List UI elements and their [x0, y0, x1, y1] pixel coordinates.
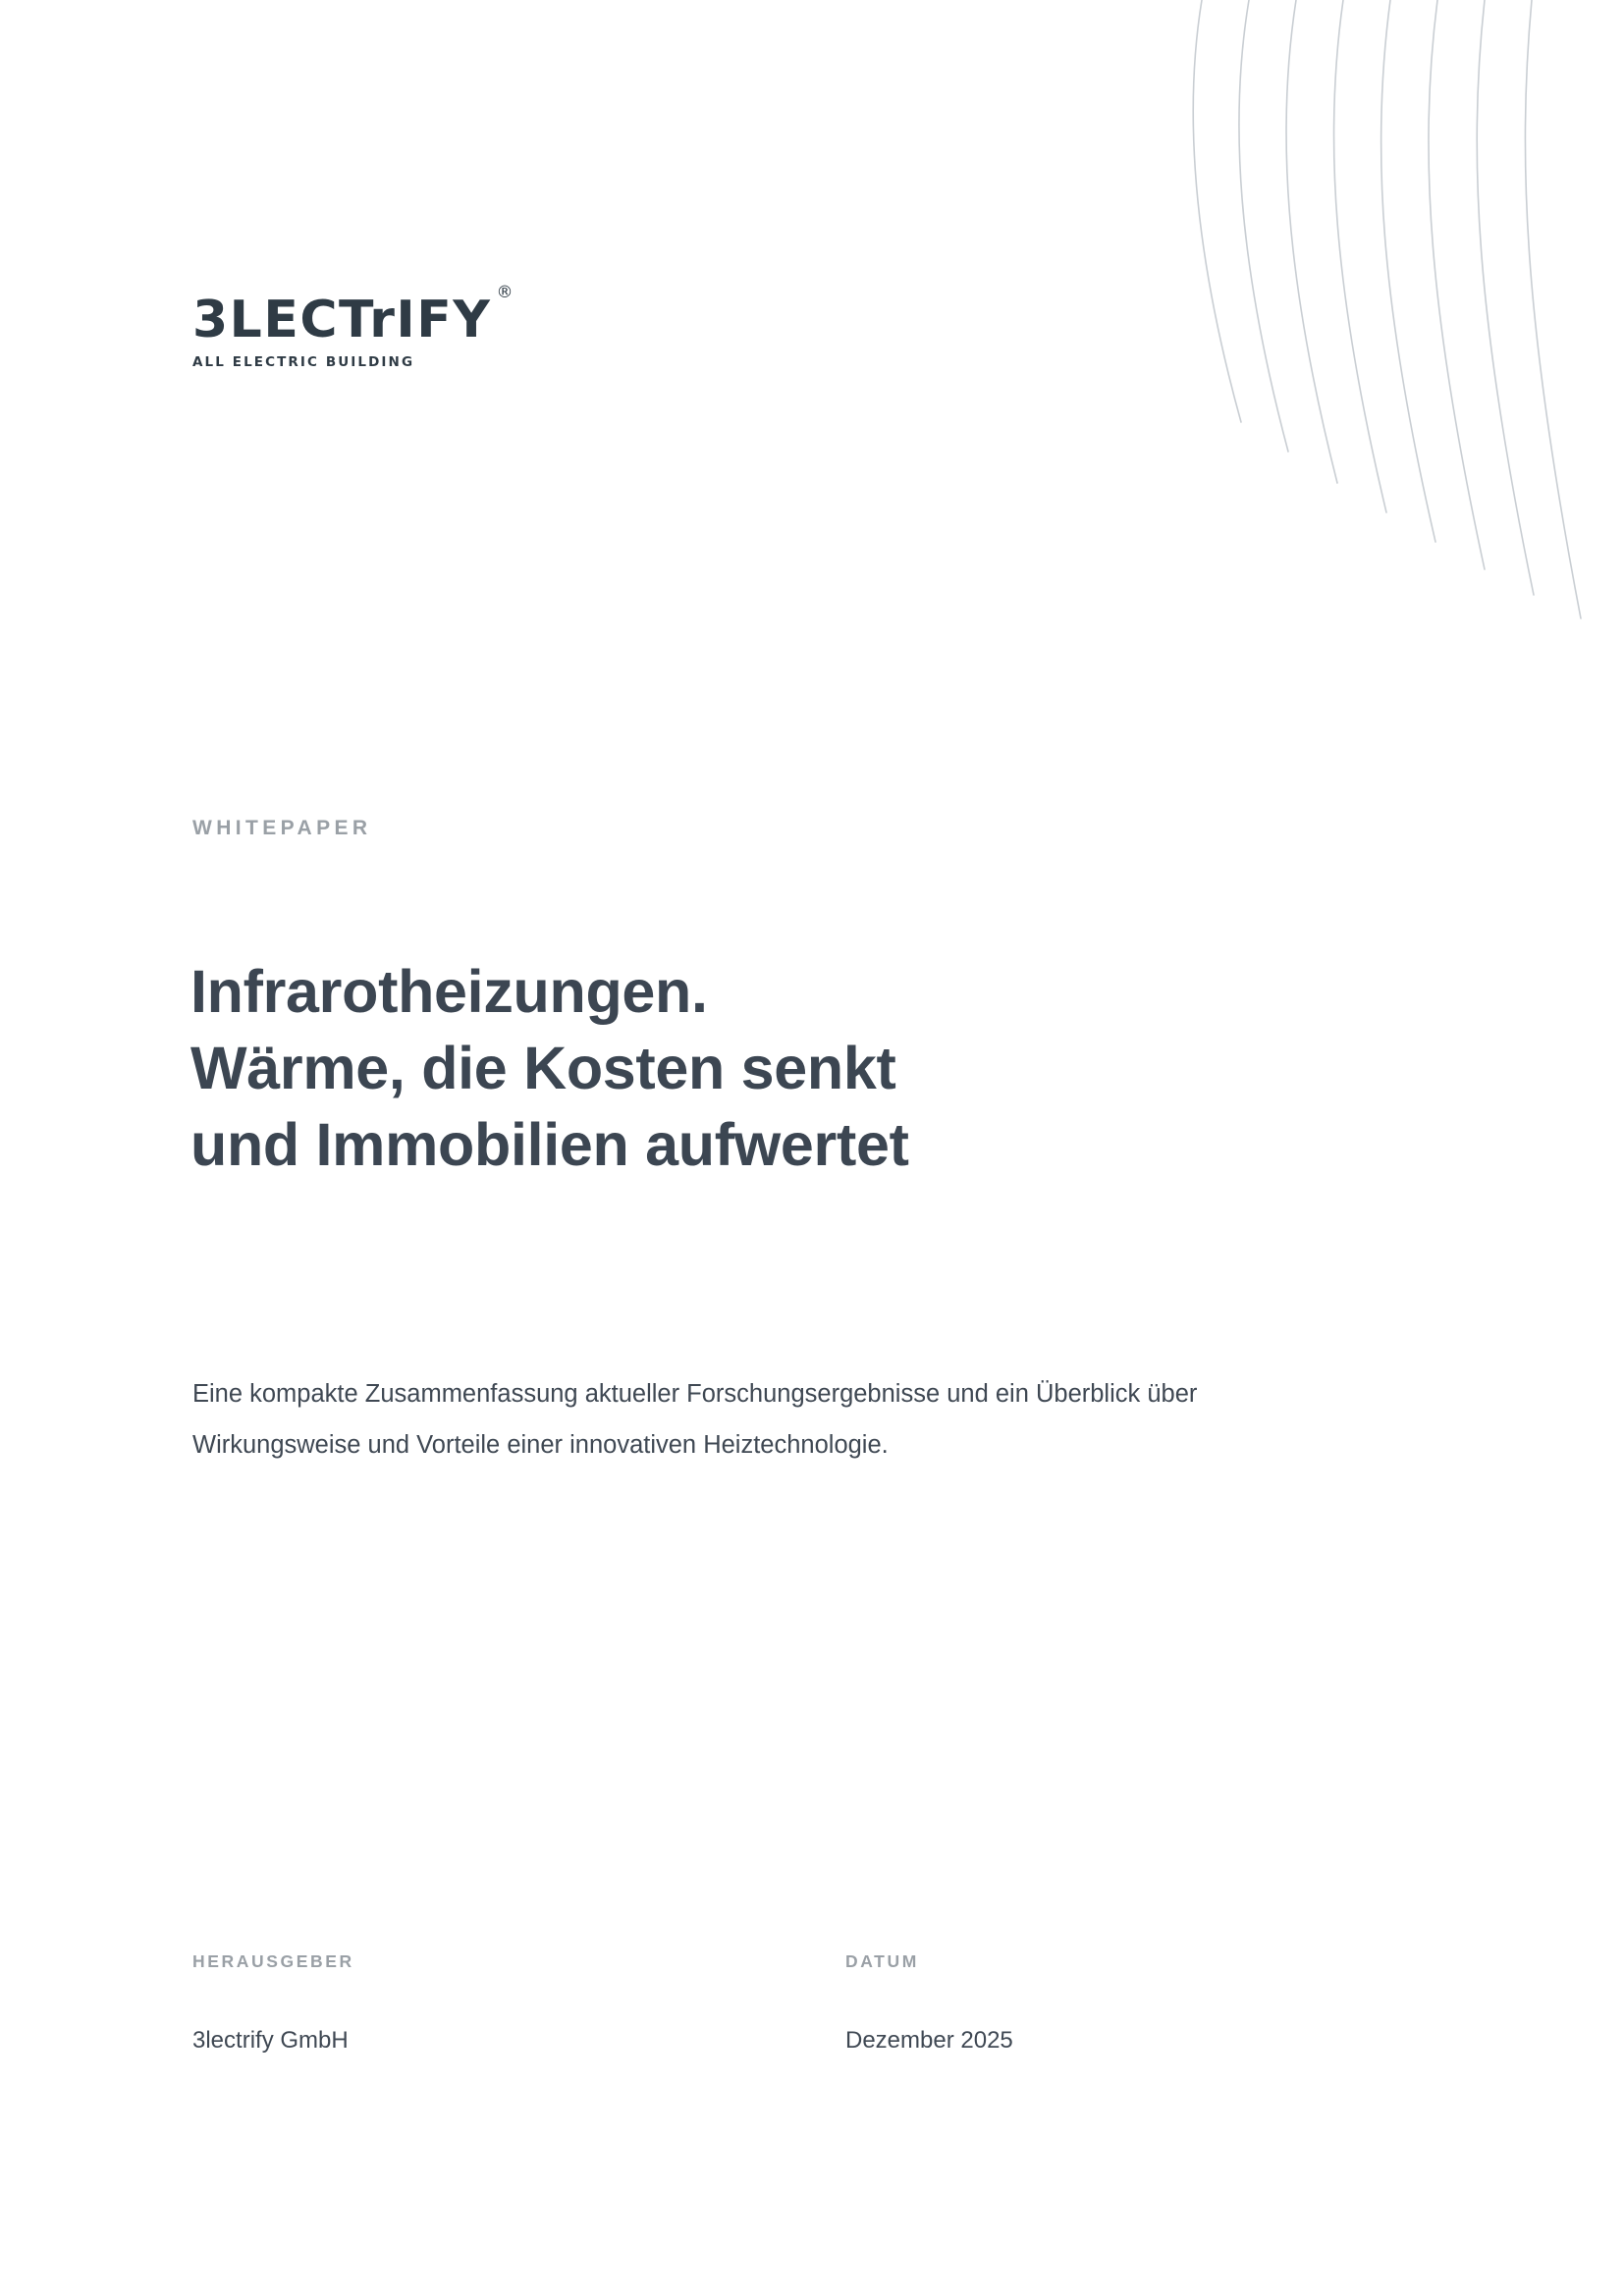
meta-publisher-value: 3lectrify GmbH [192, 2027, 349, 2054]
meta-date [845, 1951, 1013, 2055]
logo-tagline: ALL ELECTRIC BUILDING [192, 354, 415, 370]
registered-trademark-icon: ® [496, 283, 514, 302]
logo-wordmark [192, 283, 514, 349]
page-title-line-2: Wärme, die Kosten senkt [190, 1034, 896, 1101]
lead-paragraph: Eine kompakte Zusammenfassung aktueller Forschungsergebnisse und ein Überblick über Wirkungsweise und Vorteile einer innovativen Heiztechnologie. [192, 1379, 1198, 1460]
curved-line-pattern-decoration [1172, 0, 1624, 707]
page-title-line-3: und Immobilien aufwertet [190, 1111, 909, 1179]
document-kicker: WHITEPAPER [192, 817, 372, 839]
meta-publisher [192, 1951, 845, 2055]
brand-logo [192, 283, 605, 370]
logo-wordmark-text: 3LECTrIFY [192, 291, 492, 349]
document-meta [192, 1951, 1272, 2055]
meta-publisher-label: HERAUSGEBER [192, 1951, 354, 1971]
page-title [190, 953, 1251, 1183]
page-title-line-1: Infrarotheizungen. [190, 957, 708, 1025]
meta-date-label: DATUM [845, 1951, 919, 1971]
meta-date-value: Dezember 2025 [845, 2027, 1013, 2054]
